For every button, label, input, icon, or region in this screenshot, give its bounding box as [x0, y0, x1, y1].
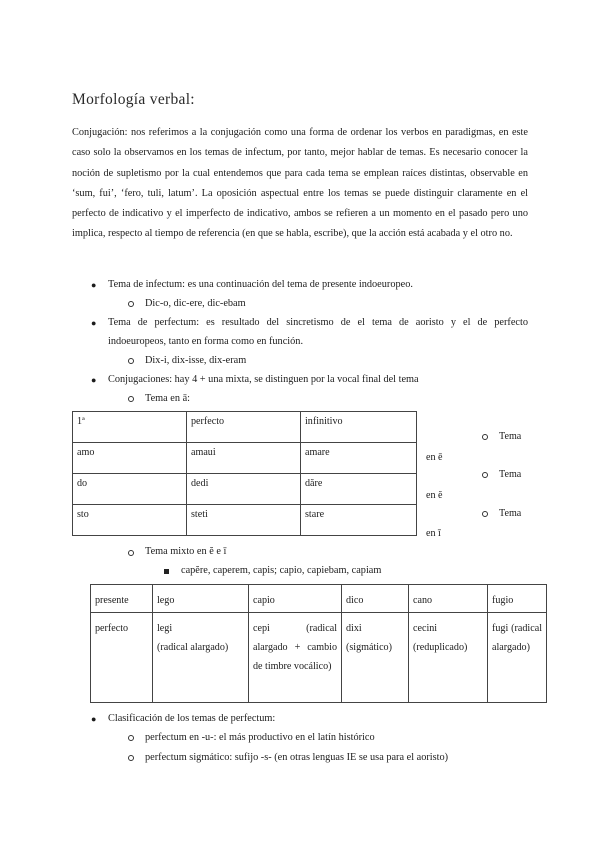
sub-bullet-perfectum-sigmatico: perfectum sigmático: sufijo -s- (en otras lenguas IE se usa para el aoristo) — [145, 752, 449, 763]
table-cell: cecini (reduplicado) — [409, 613, 488, 703]
sub-bullet-circle — [128, 358, 134, 364]
table-cell: infinitivo — [301, 412, 417, 443]
page-title: Morfología verbal: — [72, 91, 195, 108]
bullet-dot: ● — [91, 375, 97, 385]
sub-bullet-circle — [482, 472, 488, 478]
table-row — [73, 412, 417, 443]
table-cell: do — [73, 474, 187, 505]
sub-bullet-circle — [128, 550, 134, 556]
side-label-en-e-long: en ē — [426, 452, 443, 463]
perfect-classification-table — [90, 584, 547, 703]
bullet-dot: ● — [91, 280, 97, 290]
bullet-perfectum-line2: indoeuropeos, tanto en forma como en función. — [108, 336, 304, 347]
sub-bullet-circle — [482, 511, 488, 517]
table-cell: cano — [409, 585, 488, 613]
table-row — [91, 613, 547, 703]
bullet-dot: ● — [91, 714, 97, 724]
table-cell: fugi (radical alargado) — [488, 613, 547, 703]
table-cell: amo — [73, 443, 187, 474]
sub-bullet-circle — [482, 434, 488, 440]
table-cell: perfecto — [187, 412, 301, 443]
bullet-perfectum-line1: Tema de perfectum: es resultado del sincretismo de el tema de aoristo y el de perfecto — [108, 317, 528, 328]
side-label-en-i: en ī — [426, 528, 441, 539]
tema-mixto-example: capĕre, caperem, capis; capio, capiebam, capiam — [181, 565, 382, 576]
table-row — [73, 474, 417, 505]
sub-bullet-tema-mixto: Tema mixto en ĕ e ī — [145, 546, 227, 557]
table-cell: amaui — [187, 443, 301, 474]
table-cell: sto — [73, 505, 187, 536]
sub-bullet-perfectum-u: perfectum en -u-: el más productivo en el latín histórico — [145, 732, 375, 743]
intro-paragraph: Conjugación: nos referimos a la conjugación como una forma de ordenar los verbos en paradigmas, en este caso solo la observamos en los temas de infectum, por tanto, mejor hablar de temas. Es necesario conocer la noción de supletismo por la cual entendemos que para cada tema se emplean raíces distintas, observable en ‘sum, fui’, ‘fero, tuli, latum’. La oposición aspectual entre los temas se puede distinguir claramente en el perfecto de indicativo y el imperfecto de indicativo, ambos se refieren a un momento en el pasado pero uno implica, respecto al tiempo de referencia (en que se habla, escribe), que la acción está acabada y el otro no. — [72, 127, 528, 240]
table-cell: cepi (radical alargado + cambio de timbre vocálico) — [249, 613, 342, 703]
bullet-infectum: Tema de infectum: es una continuación del tema de presente indoeuropeo. — [108, 279, 413, 290]
bullet-dot: ● — [91, 318, 97, 328]
table-row — [73, 443, 417, 474]
sub-bullet-circle — [128, 301, 134, 307]
bullet-conjugaciones: Conjugaciones: hay 4 + una mixta, se distinguen por la vocal final del tema — [108, 374, 419, 385]
table-cell: presente — [91, 585, 153, 613]
table-row — [91, 585, 547, 613]
table-cell: steti — [187, 505, 301, 536]
table-cell: 1ª — [73, 412, 187, 443]
side-tema-2: Tema — [499, 469, 522, 480]
square-bullet — [164, 569, 169, 574]
sub-bullet-circle — [128, 755, 134, 761]
sub-bullet-infectum-example: Dic-o, dic-ere, dic-ebam — [145, 298, 246, 309]
table-cell: legi (radical alargado) — [153, 613, 249, 703]
bullet-clasificacion: Clasificación de los temas de perfectum: — [108, 713, 276, 724]
side-tema-1: Tema — [499, 431, 522, 442]
sub-bullet-perfectum-example: Dix-i, dix-isse, dix-eram — [145, 355, 247, 366]
table-cell: stare — [301, 505, 417, 536]
sub-bullet-tema-a: Tema en ā: — [145, 393, 191, 404]
table-cell: lego — [153, 585, 249, 613]
sub-bullet-circle — [128, 735, 134, 741]
side-label-en-e-short: en ĕ — [426, 490, 443, 501]
table-cell: dixi (sigmático) — [342, 613, 409, 703]
side-tema-3: Tema — [499, 508, 522, 519]
table-cell: dăre — [301, 474, 417, 505]
table-cell: dico — [342, 585, 409, 613]
sub-bullet-circle — [128, 396, 134, 402]
table-cell: amare — [301, 443, 417, 474]
table-cell: capio — [249, 585, 342, 613]
table-cell: dedi — [187, 474, 301, 505]
conjugation-table — [72, 411, 417, 536]
table-cell: fugio — [488, 585, 547, 613]
table-row — [73, 505, 417, 536]
table-cell: perfecto — [91, 613, 153, 703]
